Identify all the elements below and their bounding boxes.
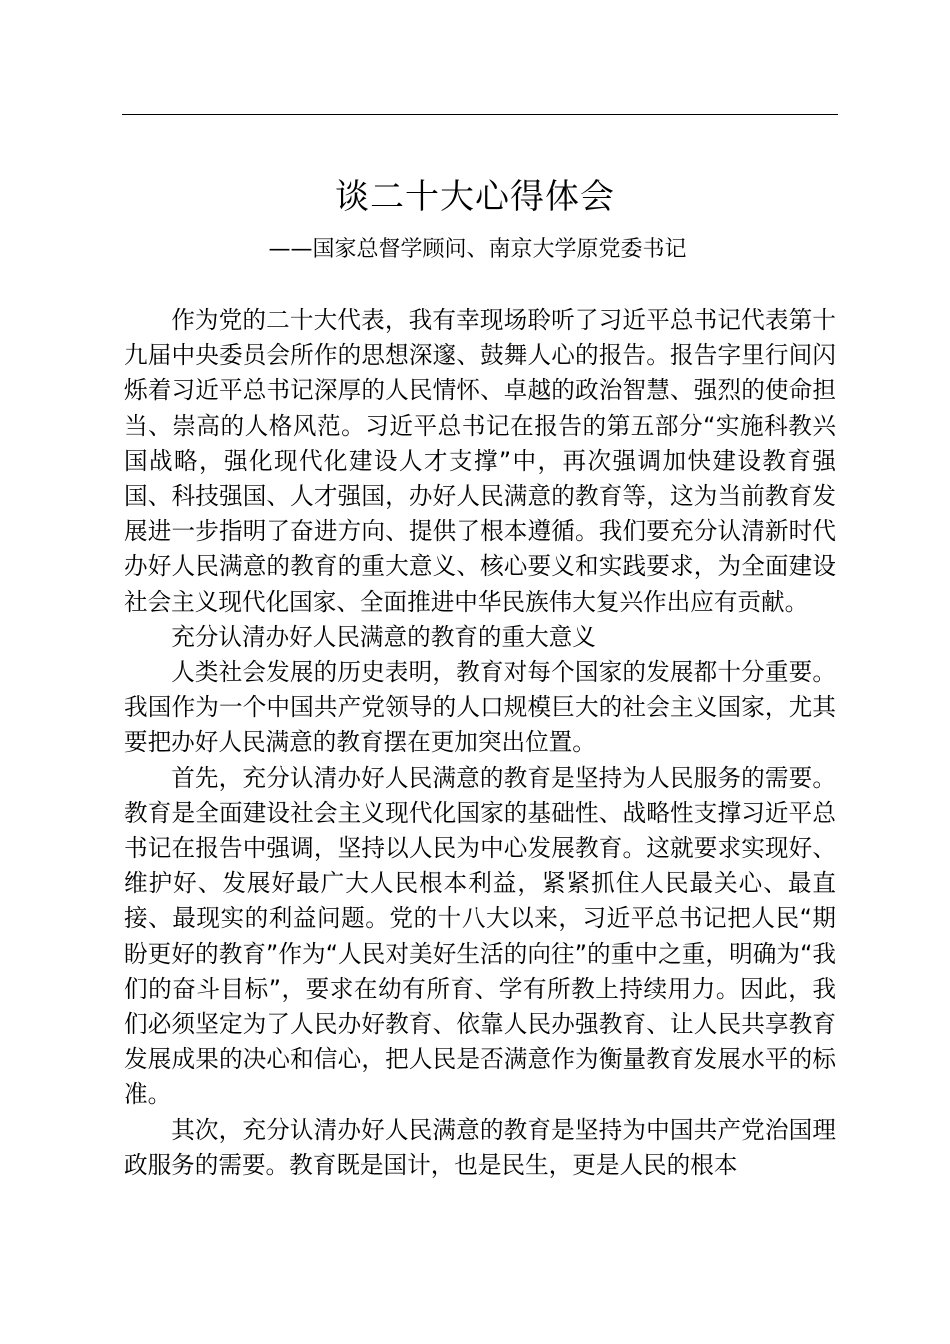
header-rule (122, 114, 838, 115)
section-heading: 充分认清办好人民满意的教育的重大意义 (171, 622, 596, 651)
paragraph-second: 其次，充分认清办好人民满意的教育是坚持为中国共产党治国理政服务的需要。教育既是国计，也是民生，更是人民的根本 (124, 1115, 836, 1179)
document-subtitle: ——国家总督学顾问、南京大学原党委书记 (268, 237, 687, 262)
document-body (124, 303, 836, 1183)
paragraph-history: 人类社会发展的历史表明，教育对每个国家的发展都十分重要。我国作为一个中国共产党领导的人口规模巨大的社会主义国家，尤其要把办好人民满意的教育摆在更加突出位置。 (124, 658, 836, 757)
document-title: 谈二十大心得体会 (335, 177, 615, 217)
paragraph-first: 首先，充分认清办好人民满意的教育是坚持为人民服务的需要。教育是全面建设社会主义现代化国家的基础性、战略性支撑习近平总书记在报告中强调，坚持以人民为中心发展教育。这就要求实现好、维护好、发展好最广大人民根本利益，紧紧抓住人民最关心、最直接、最现实的利益问题。党的十八大以来，习近平总书记把人民“期盼更好的教育”作为“人民对美好生活的向往”的重中之重，明确为“我们的奋斗目标”，要求在幼有所育、学有所教上持续用力。因此，我们必须坚定为了人民办好教育、依靠人民办强教育、让人民共享教育发展成果的决心和信心，把人民是否满意作为衡量教育发展水平的标准。 (124, 763, 836, 1109)
paragraph-intro: 作为党的二十大代表，我有幸现场聆听了习近平总书记代表第十九届中央委员会所作的思想深邃、鼓舞人心的报告。报告字里行间闪烁着习近平总书记深厚的人民情怀、卓越的政治智慧、强烈的使命担当、崇高的人格风范。习近平总书记在报告的第五部分“实施科教兴国战略，强化现代化建设人才支撑”中，再次强调加快建设教育强国、科技强国、人才强国，办好人民满意的教育等，这为当前教育发展进一步指明了奋进方向、提供了根本遵循。我们要充分认清新时代办好人民满意的教育的重大意义、核心要义和实践要求，为全面建设社会主义现代化国家、全面推进中华民族伟大复兴作出应有贡献。 (124, 306, 836, 616)
